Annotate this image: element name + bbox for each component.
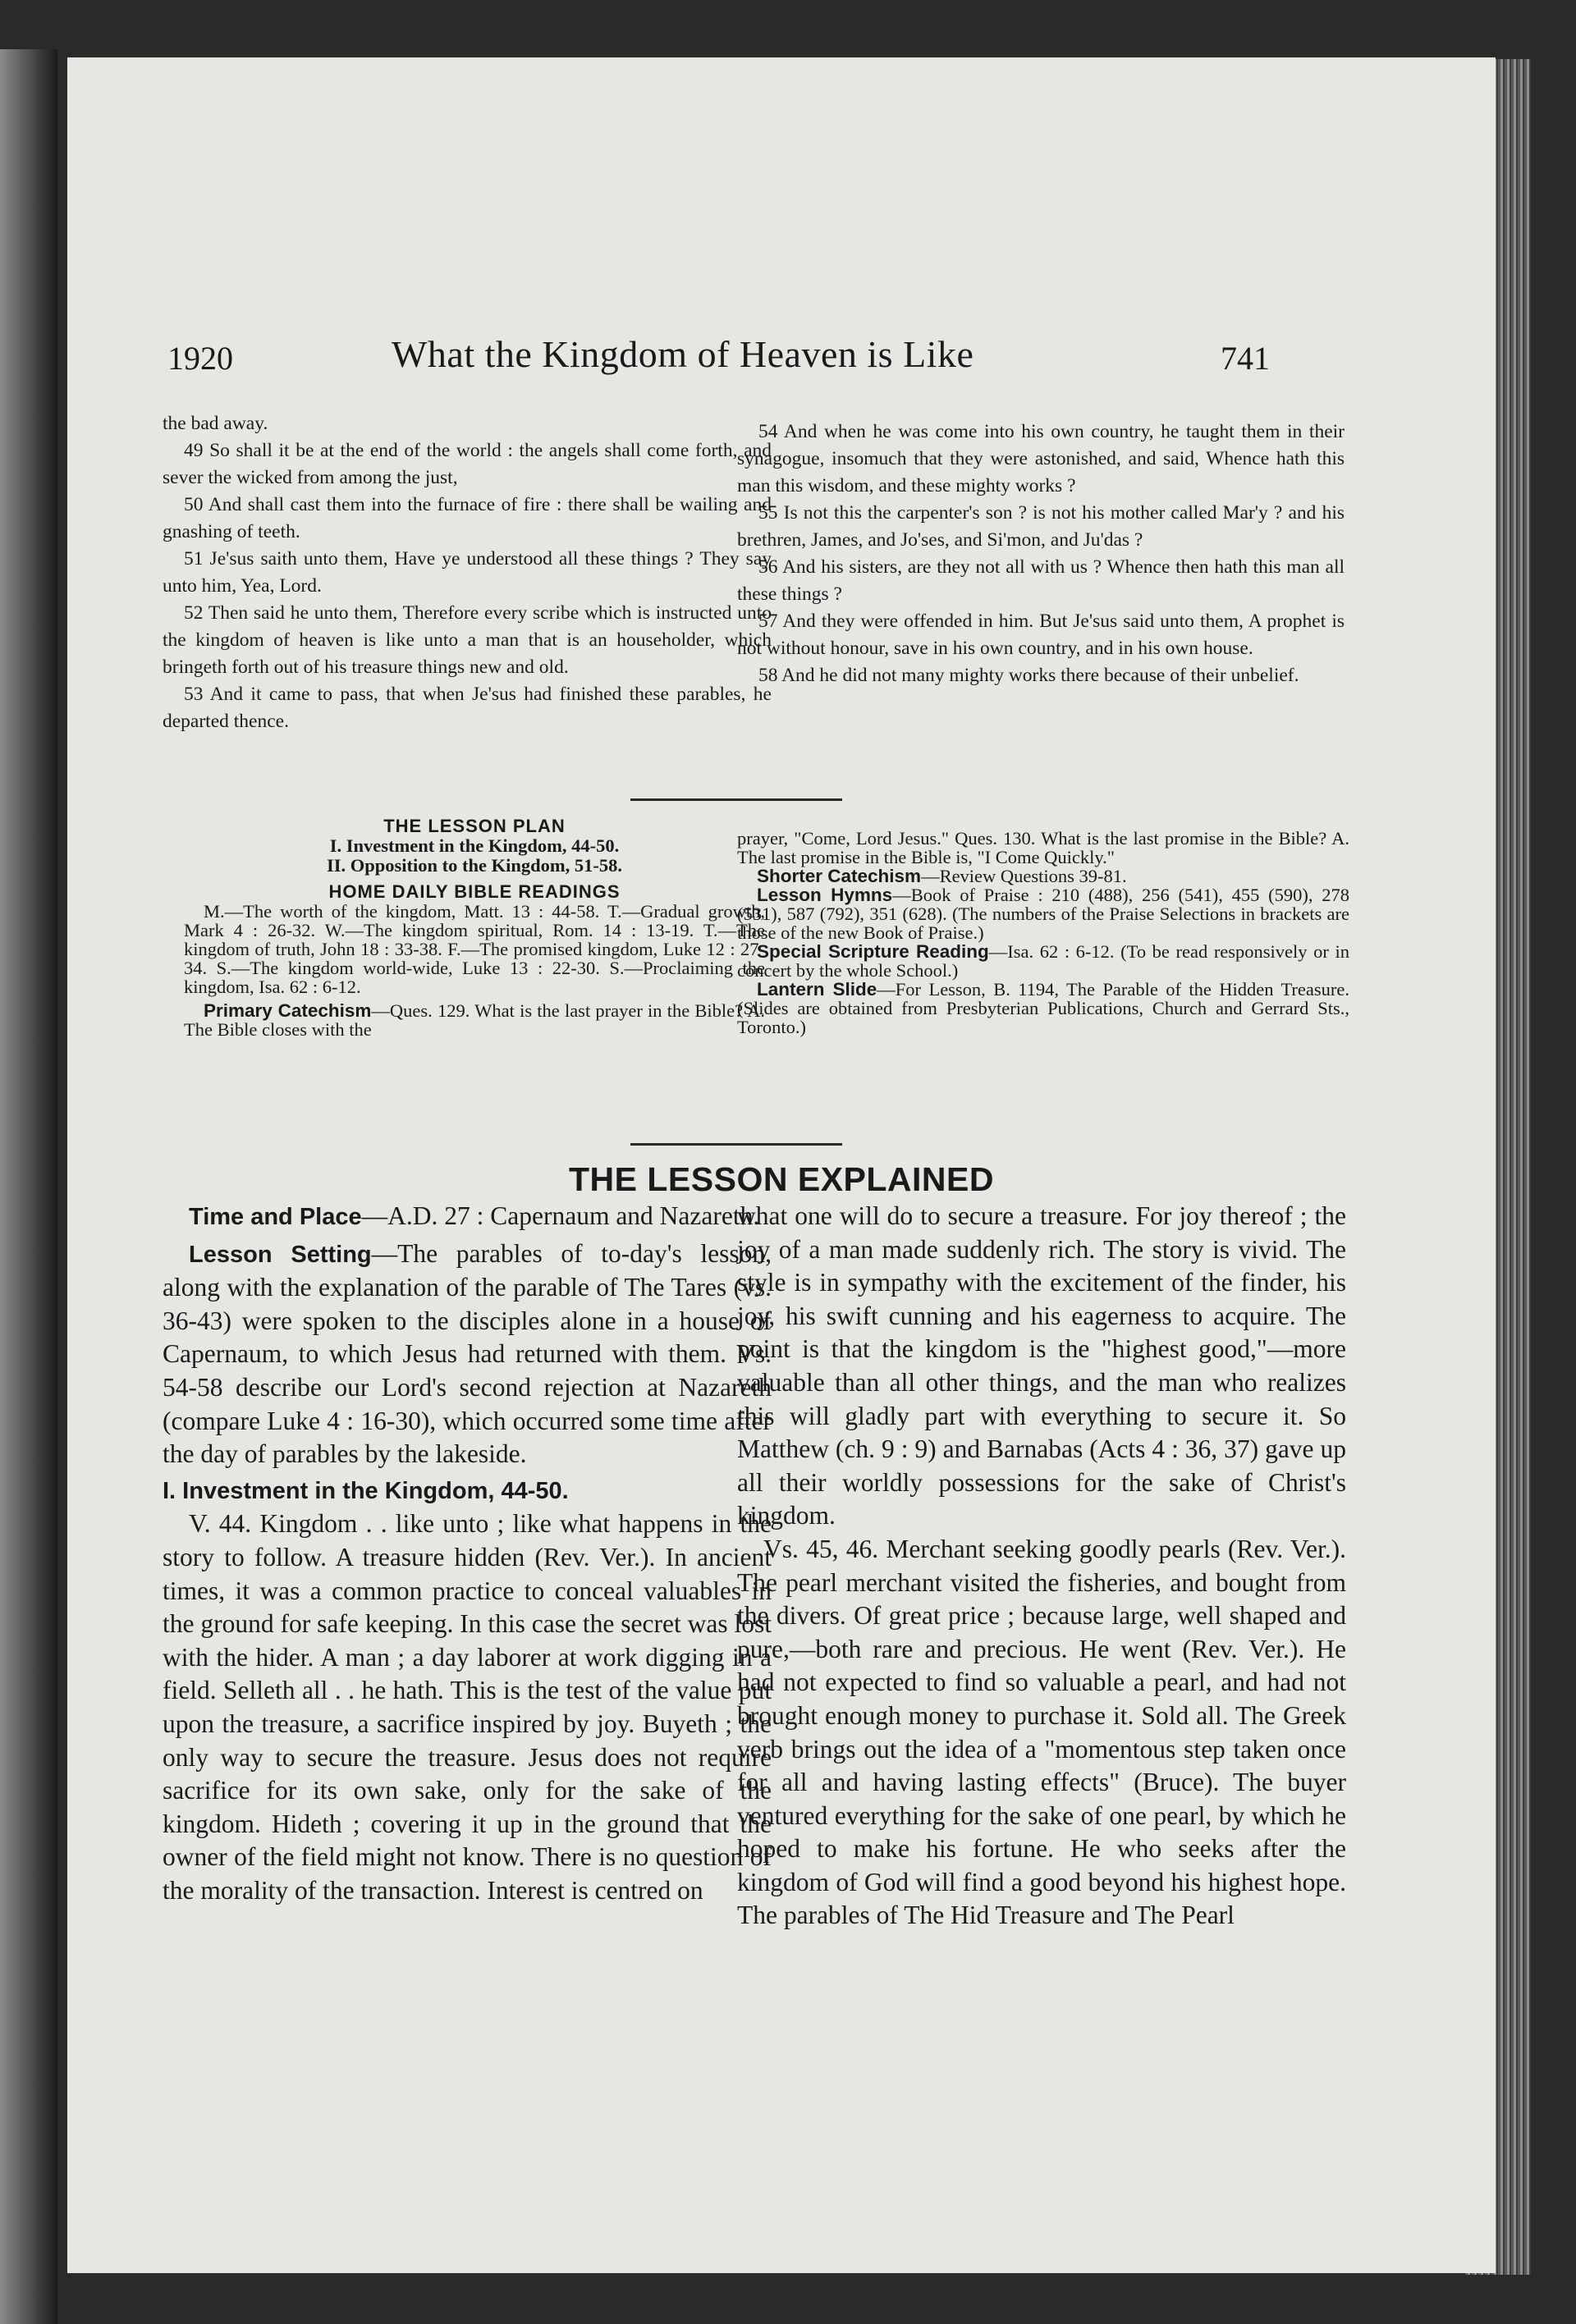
scripture-verse: 52 Then said he unto them, Therefore every scribe which is instructed unto the kingdom of heaven is like unto a man that is an householder, which bringeth forth out of his treasure things new and old. — [163, 602, 772, 678]
explained-right-column — [737, 1200, 1346, 1933]
time-and-place-label: Time and Place — [189, 1204, 362, 1230]
readings-heading: HOME DAILY BIBLE READINGS — [328, 881, 621, 902]
lesson-helps-right — [737, 829, 1349, 1036]
shorter-catechism-label: Shorter Catechism — [757, 866, 922, 886]
lesson-hymns-label: Lesson Hymns — [757, 885, 893, 905]
lantern-slide-label: Lantern Slide — [757, 979, 877, 1000]
primary-catechism-text: —Ques. 129. What is the last prayer in the Bible? A. The Bible closes with the — [184, 1000, 765, 1040]
scripture-verse: 58 And he did not many mighty works there because of their unbelief. — [758, 665, 1299, 686]
left-page-edge — [0, 49, 57, 2324]
scripture-verse: 50 And shall cast them into the furnace of fire : there shall be wailing and gnashing of teeth. — [163, 494, 772, 542]
explained-left-column — [163, 1200, 772, 1907]
lesson-hymns-text: —Book of Praise : 210 (488), 256 (541), 455 (590), 278 (531), 587 (792), 351 (628). (The numbers of the Praise Selections in brackets are those of the new Book of Praise.) — [737, 885, 1349, 943]
verse-44-comment: V. 44. Kingdom . . like unto ; like what happens in the story to follow. A treasure hidden (Rev. Ver.). In ancient times, it was a common practice to conceal valuables in the ground for safe keeping. In this case the secret was lost with the hider. A man ; a day laborer at work digging in a field. Selleth all . . he hath. This is the test of the value put upon the treasure, a sacrifice inspired by joy. Buyeth ; the only way to secure the treasure. Jesus does not require sacrifice for its own sake, only for the sake of the kingdom. Hideth ; covering it up in the ground that the owner of the field might not know. There is no question of the morality of the transaction. Interest is centred on — [163, 1509, 772, 1905]
lesson-plan-heading: THE LESSON PLAN — [383, 816, 566, 836]
scripture-verse: the bad away. — [163, 413, 268, 434]
scripture-verse: 49 So shall it be at the end of the world : the angels shall come forth, and sever the wicked from among the just, — [163, 440, 772, 488]
running-header — [67, 332, 1496, 390]
lantern-slide — [737, 980, 1349, 1036]
primary-catechism-label: Primary Catechism — [204, 1000, 372, 1021]
page-number: 741 — [1221, 340, 1270, 377]
shorter-catechism-text: —Review Questions 39-81. — [921, 866, 1127, 886]
section-divider — [630, 798, 842, 801]
special-scripture-text: —Isa. 62 : 6-12. (To be read responsively or in concert by the whole School.) — [737, 941, 1349, 981]
lantern-slide-text: —For Lesson, B. 1194, The Parable of the Hidden Treasure. (Slides are obtained from Presbyterian Publications, Church and Gerrard Sts., Toronto.) — [737, 979, 1349, 1037]
section-divider — [630, 1143, 842, 1146]
verse-45-comment: Vs. 45, 46. Merchant seeking goodly pearls (Rev. Ver.). The pearl merchant visited the fisheries, and bought from the divers. Of great price ; because large, well shaped and pure,—both rare and precious. He went (Rev. Ver.). He had not expected to find so valuable a pearl, and had not brought enough money to purchase it. Sold all. The Greek verb brings out the idea of a "momentous step taken once for all and having lasting effects" (Bruce). The buyer ventured everything for the sake of one pearl, by which he hoped to make his fortune. He who seeks after the kingdom of God will find a good beyond his highest hope. The parables of The Hid Treasure and The Pearl — [737, 1534, 1346, 1930]
header-title: What the Kingdom of Heaven is Like — [392, 333, 974, 375]
scripture-verse: 57 And they were offended in him. But Je'sus said unto them, A prophet is not without honour, save in his own country, and in his own house. — [737, 611, 1345, 659]
scripture-right-column — [737, 419, 1345, 689]
shorter-catechism — [737, 867, 1349, 885]
verse-44-continuation: what one will do to secure a treasure. For joy thereof ; the joy of a man made suddenly rich. The story is vivid. The style is in sympathy with the excitement of the finder, his joy, his swift cunning and his eagerness to acquire. The point is that the kingdom is the "highest good,"—more valuable than all other things, and the man who realizes this will gladly part with everything to secure it. So Matthew (ch. 9 : 9) and Barnabas (Acts 4 : 36, 37) gave up all their worldly possessions for the sake of Christ's kingdom. — [737, 1201, 1346, 1530]
lesson-setting-text: —The parables of to-day's lesson, along with the explanation of the parable of The Tares (vs. 36-43) were spoken to the disciples alone in a house of Capernaum, to which Jesus had returned with them. Vs. 54-58 describe our Lord's second rejection at Nazareth (compare Luke 4 : 16-30), which occurred some time after the day of parables by the lakeside. — [163, 1238, 772, 1469]
scripture-verse: 53 And it came to pass, that when Je'sus had finished these parables, he departed thence. — [163, 684, 772, 732]
lesson-hymns — [737, 885, 1349, 942]
subheading: I. Investment in the Kingdom, 44-50. — [163, 1477, 569, 1504]
lesson-setting-label: Lesson Setting — [189, 1241, 372, 1268]
scripture-verse: 54 And when he was come into his own country, he taught them in their synagogue, insomuch that they were astonished, and said, Whence hath this man this wisdom, and these mighty works ? — [737, 421, 1345, 496]
primary-catechism — [184, 1001, 765, 1039]
special-scripture-label: Special Scripture Reading — [757, 941, 989, 962]
lesson-explained-title: THE LESSON EXPLAINED — [568, 1160, 994, 1198]
scripture-verse: 51 Je'sus saith unto them, Have ye understood all these things ? They say unto him, Yea, Lord. — [163, 548, 772, 597]
catechism-continuation: prayer, "Come, Lord Jesus." Ques. 130. What is the last promise in the Bible? A. The last promise in the Bible is, "I Come Quickly." — [737, 828, 1349, 867]
header-year: 1920 — [167, 340, 233, 377]
lesson-plan-item: I. Investment in the Kingdom, 44-50. — [329, 835, 620, 856]
scripture-left-column — [163, 410, 772, 735]
lesson-setting — [163, 1237, 772, 1471]
lesson-plan-item: II. Opposition to the Kingdom, 51-58. — [326, 855, 623, 876]
scripture-verse: 55 Is not this the carpenter's son ? is not his mother called Mar'y ? and his brethren, James, and Jo'ses, and Si'mon, and Ju'das ? — [737, 502, 1345, 551]
time-and-place — [163, 1200, 772, 1234]
readings-text: M.—The worth of the kingdom, Matt. 13 : 44-58. T.—Gradual growth, Mark 4 : 26-32. W.—The kingdom spiritual, Rom. 14 : 13-19. T.—The kingdom of truth, John 18 : 33-38. F.—The promised kingdom, Luke 12 : 27-34. S.—The kingdom world-wide, Luke 13 : 22-30. S.—Proclaiming the kingdom, Isa. 62 : 6-12. — [184, 901, 765, 997]
special-scripture — [737, 942, 1349, 980]
scripture-verse: 56 And his sisters, are they not all with us ? Whence then hath this man all these things ? — [737, 556, 1345, 605]
time-and-place-text: —A.D. 27 : Capernaum and Nazareth. — [361, 1201, 760, 1230]
book-page — [67, 57, 1496, 2273]
lesson-helps-left — [184, 816, 765, 1039]
